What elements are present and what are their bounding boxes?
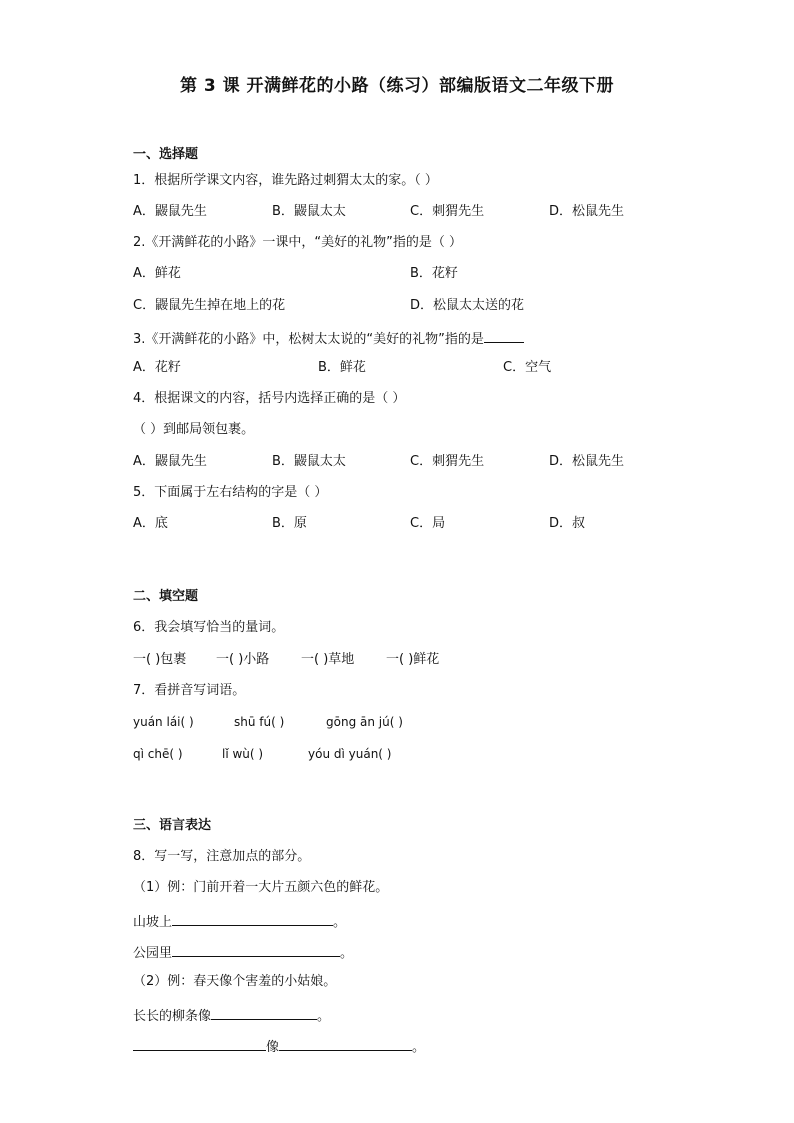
q4-option-d: D．松鼠先生 (549, 454, 625, 469)
q4-option-a: A．鼹鼠先生 (133, 454, 207, 469)
q7-pinyin-2: shū fú( ) (234, 715, 285, 729)
question-8: 8．写一写，注意加点的部分。 (133, 849, 311, 864)
q6-item-3: 一( )草地 (301, 652, 355, 667)
question-5: 5．下面属于左右结构的字是（ ） (133, 485, 328, 500)
q8-line-4-blank-a[interactable] (133, 1036, 266, 1051)
section-heading-fill: 二、填空题 (133, 589, 199, 604)
q1-option-b: B．鼹鼠太太 (272, 204, 346, 219)
q8-example-1: （1）例：门前开着一大片五颜六色的鲜花。 (133, 880, 389, 895)
q7-pinyin-6: yóu dì yuán( ) (308, 747, 392, 761)
q2-option-b: B．花籽 (410, 266, 458, 281)
section-heading-choice: 一、选择题 (133, 147, 199, 162)
question-6: 6．我会填写恰当的量词。 (133, 620, 285, 635)
q8-line-1 (133, 911, 346, 932)
q8-line-4 (133, 1036, 425, 1057)
q2-option-c: C．鼹鼠先生掉在地上的花 (133, 298, 286, 313)
q7-pinyin-4: qì chē( ) (133, 747, 183, 761)
q1-option-c: C．刺猬先生 (410, 204, 485, 219)
q8-line-4-middle: 像 (266, 1040, 280, 1055)
q2-option-d: D．松鼠太太送的花 (410, 298, 525, 313)
section-heading-expression: 三、语言表达 (133, 818, 212, 833)
q4-option-b: B．鼹鼠太太 (272, 454, 346, 469)
q8-line-3-prefix: 长长的柳条像 (133, 1009, 212, 1024)
q3-option-b: B．鲜花 (318, 360, 366, 375)
q8-line-1-period: 。 (333, 915, 347, 930)
q8-example-2: （2）例：春天像个害羞的小姑娘。 (133, 974, 337, 989)
q8-line-4-period: 。 (412, 1040, 426, 1055)
q8-line-3-blank[interactable] (211, 1005, 317, 1020)
q8-line-3 (133, 1005, 330, 1026)
q3-option-c: C．空气 (503, 360, 552, 375)
q1-option-a: A．鼹鼠先生 (133, 204, 207, 219)
q7-pinyin-3: gōng ān jú( ) (326, 715, 403, 729)
page-title: 第 3 课 开满鲜花的小路（练习）部编版语文二年级下册 (179, 76, 615, 96)
question-3 (133, 328, 524, 349)
question-4: 4．根据课文的内容，括号内选择正确的是（ ） (133, 391, 406, 406)
q8-line-1-prefix: 山坡上 (133, 915, 173, 930)
question-1: 1．根据所学课文内容，谁先路过刺猬太太的家。（ ） (133, 173, 438, 188)
q3-option-a: A．花籽 (133, 360, 181, 375)
q7-pinyin-1: yuán lái( ) (133, 715, 194, 729)
q5-option-c: C．局 (410, 516, 446, 531)
q8-line-1-blank[interactable] (172, 911, 333, 926)
question-3-text: 3.《开满鲜花的小路》中，松树太太说的“美好的礼物”指的是 (133, 332, 484, 347)
question-4-sub: （ ）到邮局领包裹。 (133, 422, 255, 437)
q4-option-c: C．刺猬先生 (410, 454, 485, 469)
q3-answer-blank (484, 328, 524, 343)
q8-line-3-period: 。 (317, 1009, 331, 1024)
q6-item-1: 一( )包裹 (133, 652, 187, 667)
q8-line-4-blank-b[interactable] (279, 1036, 412, 1051)
q8-line-2-period: 。 (340, 946, 354, 961)
q8-line-2 (133, 942, 353, 963)
question-7: 7．看拼音写词语。 (133, 683, 246, 698)
q7-pinyin-5: lǐ wù( ) (222, 747, 264, 761)
q5-option-a: A．底 (133, 516, 168, 531)
q5-option-b: B．原 (272, 516, 307, 531)
question-2: 2.《开满鲜花的小路》一课中，“美好的礼物”指的是（ ） (133, 235, 463, 250)
q6-item-4: 一( )鲜花 (386, 652, 440, 667)
q5-option-d: D．叔 (549, 516, 586, 531)
q8-line-2-blank[interactable] (172, 942, 340, 957)
q1-option-d: D．松鼠先生 (549, 204, 625, 219)
q6-item-2: 一( )小路 (216, 652, 270, 667)
q2-option-a: A．鲜花 (133, 266, 181, 281)
q8-line-2-prefix: 公园里 (133, 946, 173, 961)
